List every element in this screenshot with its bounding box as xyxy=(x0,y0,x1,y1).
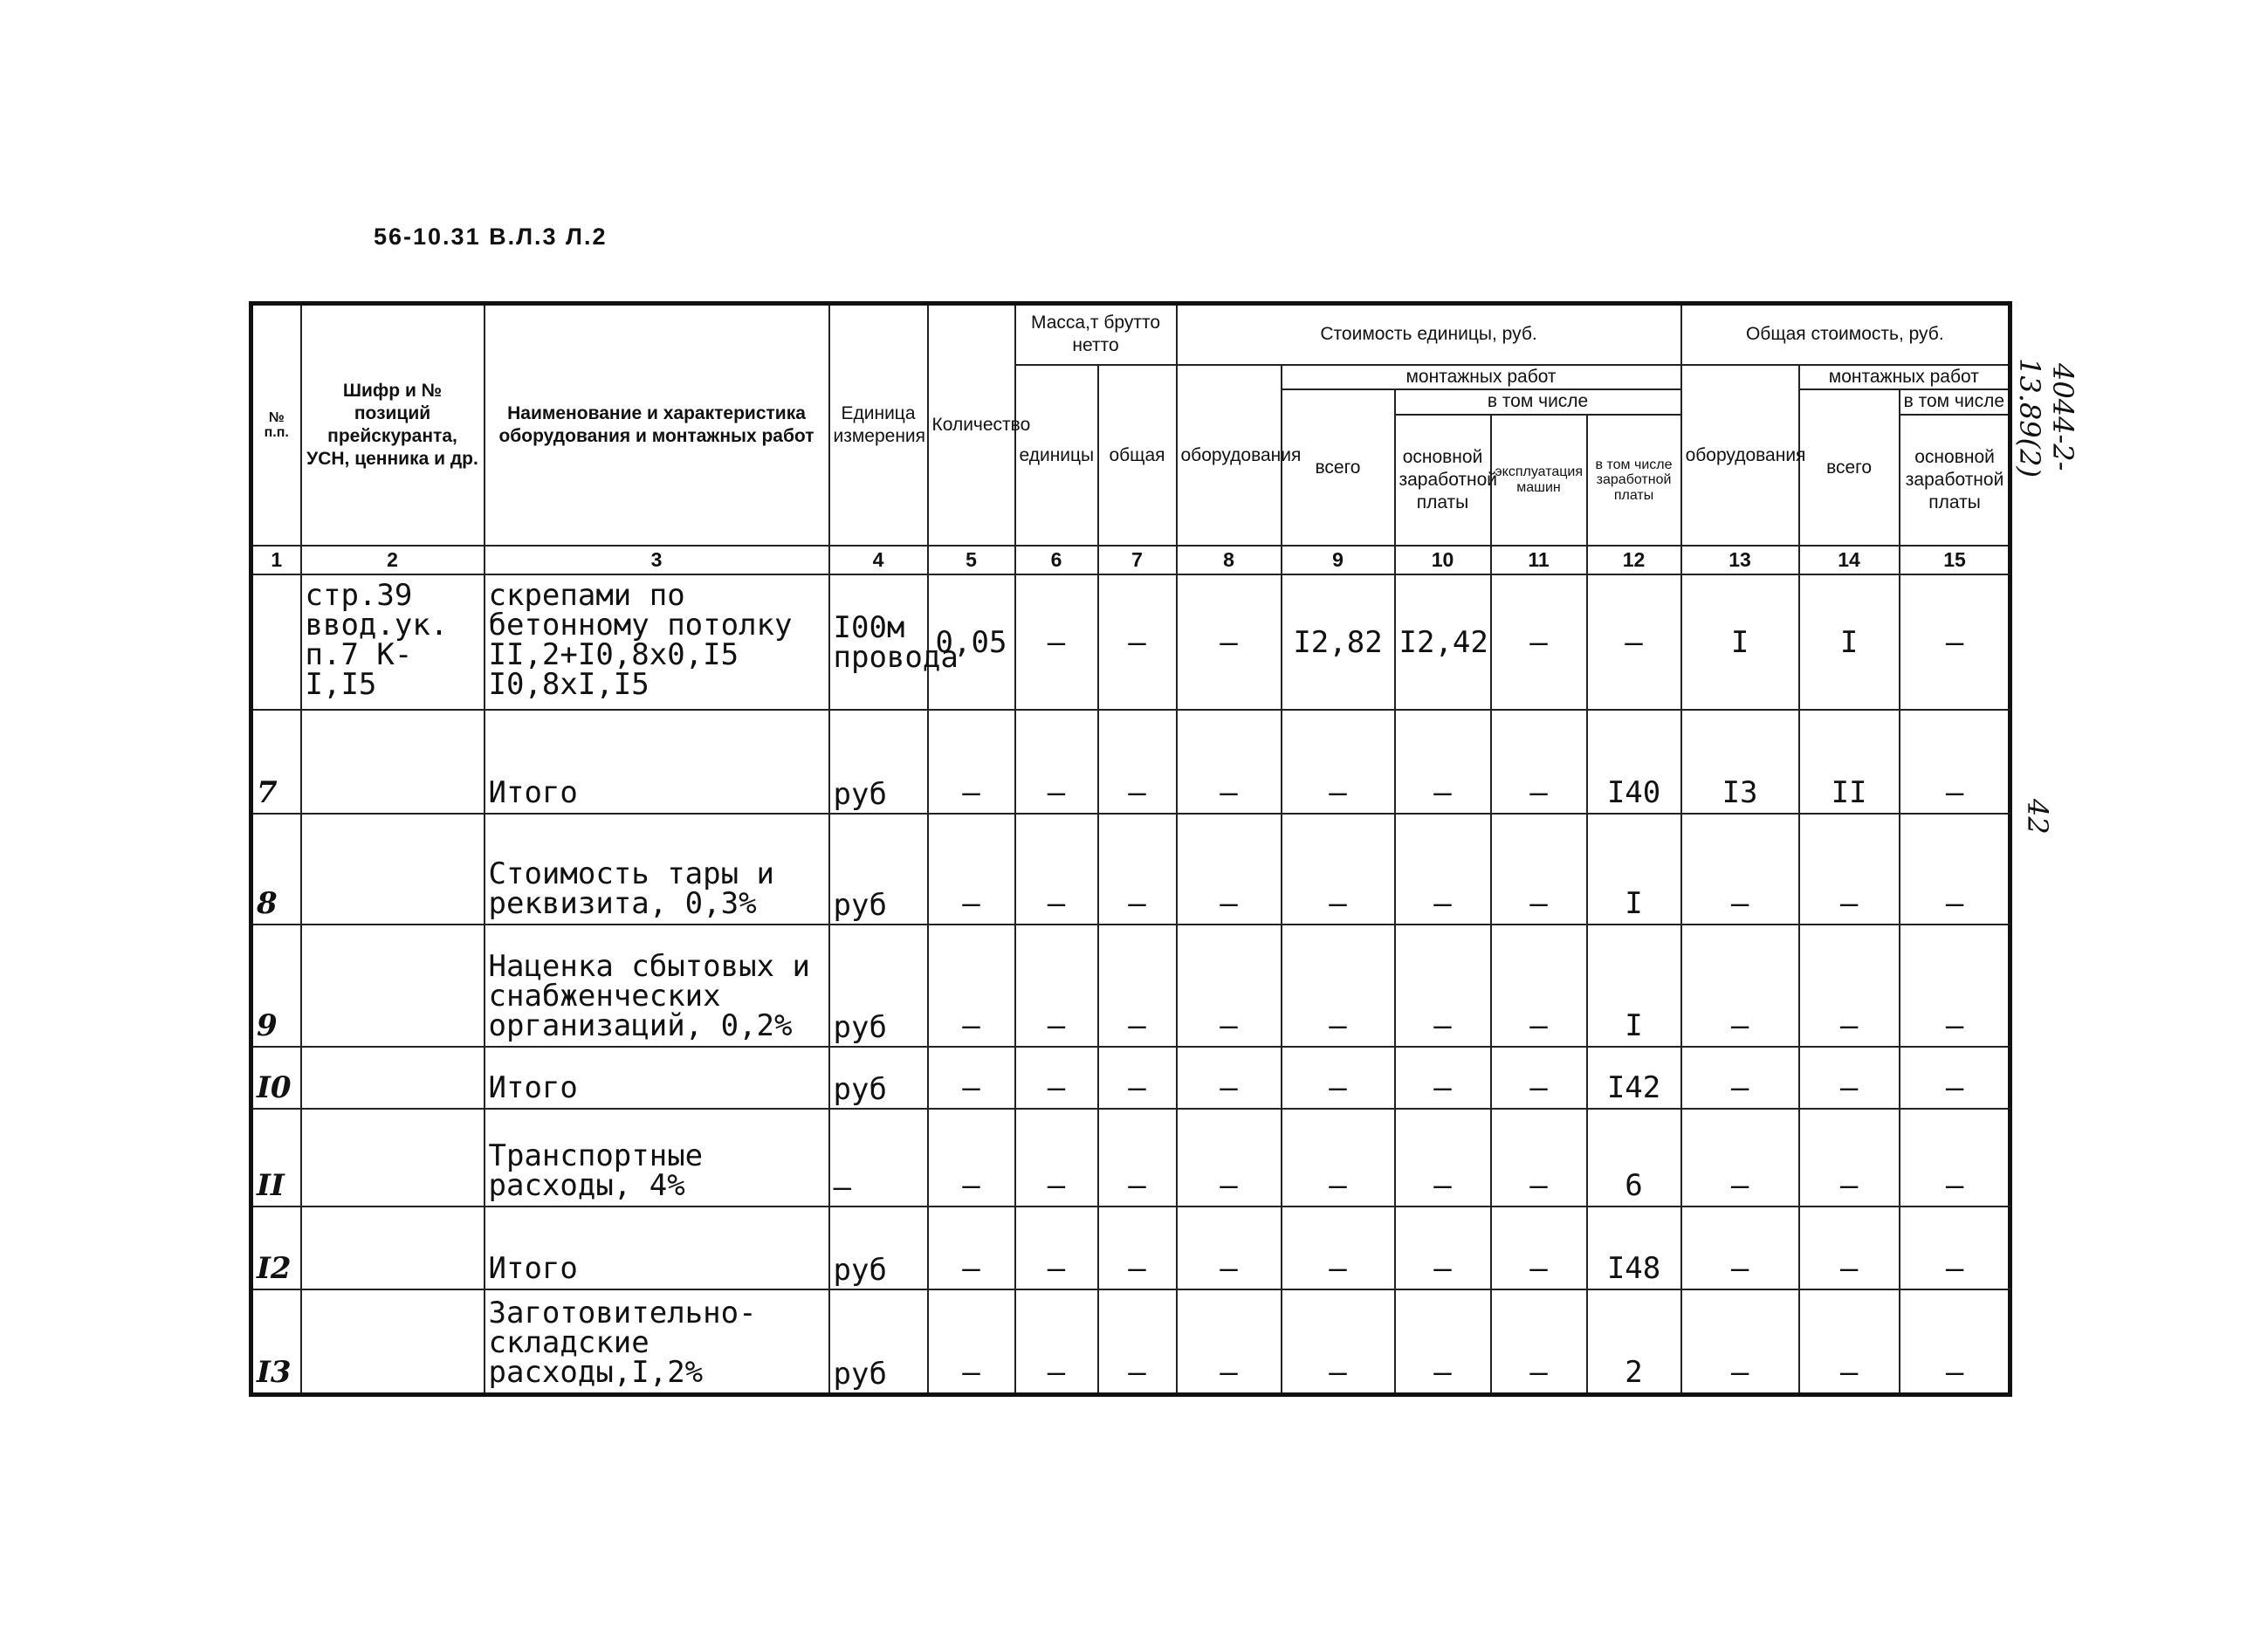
unit-cell: руб xyxy=(829,710,928,814)
value-cell-c13: – xyxy=(1681,1047,1799,1108)
value-cell-c13: I3 xyxy=(1681,710,1799,814)
value-cell-c10: – xyxy=(1395,1109,1491,1207)
header-mass-unit: единицы xyxy=(1015,365,1098,547)
value-cell-c14: – xyxy=(1799,925,1900,1048)
value-cell-c13: – xyxy=(1681,1289,1799,1395)
value-cell-c13: – xyxy=(1681,1207,1799,1289)
value-cell-c11: – xyxy=(1491,814,1587,925)
header-price-code: Шифр и № позиций прейскуранта, УСН, ценника и др. xyxy=(301,304,485,547)
value-cell-c5: – xyxy=(928,710,1015,814)
column-number: 9 xyxy=(1282,546,1395,574)
value-cell-c11: – xyxy=(1491,1047,1587,1108)
value-cell-c10: – xyxy=(1395,925,1491,1048)
unit-cell: руб xyxy=(829,1047,928,1108)
value-cell-c12: I xyxy=(1587,925,1681,1048)
value-cell-c5: – xyxy=(928,925,1015,1048)
value-cell-c7: – xyxy=(1098,1047,1177,1108)
value-cell-c12: – xyxy=(1587,574,1681,711)
column-number: 2 xyxy=(301,546,485,574)
row-number: II xyxy=(251,1109,301,1207)
price-code-cell xyxy=(301,925,485,1048)
value-cell-c6: – xyxy=(1015,814,1098,925)
header-mass-total: общая xyxy=(1098,365,1177,547)
column-number: 5 xyxy=(928,546,1015,574)
value-cell-c15: – xyxy=(1900,574,2010,711)
header-total-cost: Общая стоимость, руб. xyxy=(1681,304,2010,365)
page-number: 42 xyxy=(2021,799,2054,835)
column-number: 6 xyxy=(1015,546,1098,574)
column-number: 4 xyxy=(829,546,928,574)
value-cell-c12: I48 xyxy=(1587,1207,1681,1289)
item-name-cell: Итого xyxy=(485,1047,829,1108)
price-code-cell xyxy=(301,1289,485,1395)
value-cell-c11: – xyxy=(1491,574,1587,711)
column-number: 3 xyxy=(485,546,829,574)
unit-cell: руб xyxy=(829,925,928,1048)
price-code-cell xyxy=(301,1047,485,1108)
value-cell-c5: – xyxy=(928,814,1015,925)
value-cell-c5: 0,05 xyxy=(928,574,1015,711)
item-name-cell: Итого xyxy=(485,1207,829,1289)
value-cell-c8: – xyxy=(1177,1109,1282,1207)
column-number-row xyxy=(251,546,2010,574)
value-cell-c5: – xyxy=(928,1047,1015,1108)
value-cell-c12: I42 xyxy=(1587,1047,1681,1108)
header-unit-basic-wage: основной заработной платы xyxy=(1395,415,1491,547)
value-cell-c12: 6 xyxy=(1587,1109,1681,1207)
header-total-incl: в том числе xyxy=(1900,389,2010,414)
header-unit-machine-wage: в том числе заработной платы xyxy=(1587,415,1681,547)
value-cell-c7: – xyxy=(1098,1207,1177,1289)
header-item-name: Наименование и характеристика оборудования и монтажных работ xyxy=(485,304,829,547)
item-name-cell: Наценка сбытовых и снабженческих организаций, 0,2% xyxy=(485,925,829,1048)
value-cell-c5: – xyxy=(928,1207,1015,1289)
value-cell-c11: – xyxy=(1491,1289,1587,1395)
header-unit-machine-op: эксплуатация машин xyxy=(1491,415,1587,547)
row-number: I3 xyxy=(251,1289,301,1395)
value-cell-c9: – xyxy=(1282,710,1395,814)
value-cell-c8: – xyxy=(1177,574,1282,711)
unit-cell: I00м провода xyxy=(829,574,928,711)
value-cell-c9: – xyxy=(1282,1289,1395,1395)
row-number: I0 xyxy=(251,1047,301,1108)
value-cell-c7: – xyxy=(1098,710,1177,814)
value-cell-c11: – xyxy=(1491,925,1587,1048)
header-unit: Единица измерения xyxy=(829,304,928,547)
value-cell-c7: – xyxy=(1098,1289,1177,1395)
value-cell-c6: – xyxy=(1015,1109,1098,1207)
table-row xyxy=(251,1047,2010,1108)
value-cell-c9: – xyxy=(1282,1109,1395,1207)
value-cell-c10: – xyxy=(1395,1207,1491,1289)
header-total-install-total: всего xyxy=(1799,389,1900,546)
column-number: 15 xyxy=(1900,546,2010,574)
value-cell-c14: II xyxy=(1799,710,1900,814)
value-cell-c10: – xyxy=(1395,710,1491,814)
value-cell-c7: – xyxy=(1098,814,1177,925)
item-name-cell: скрепами по бетонному потолку II,2+I0,8х0,I5 I0,8хI,I5 xyxy=(485,574,829,711)
value-cell-c13: – xyxy=(1681,1109,1799,1207)
value-cell-c14: – xyxy=(1799,814,1900,925)
value-cell-c15: – xyxy=(1900,1109,2010,1207)
price-code-cell: стр.39 ввод.ук. п.7 К-I,I5 xyxy=(301,574,485,711)
unit-cell: руб xyxy=(829,814,928,925)
value-cell-c12: 2 xyxy=(1587,1289,1681,1395)
column-number: 7 xyxy=(1098,546,1177,574)
document-code: 56-10.31 В.Л.3 Л.2 xyxy=(374,223,608,250)
value-cell-c14: I xyxy=(1799,574,1900,711)
column-number: 1 xyxy=(251,546,301,574)
column-number: 11 xyxy=(1491,546,1587,574)
header-total-install: монтажных работ xyxy=(1799,365,2010,389)
table-row xyxy=(251,574,2010,711)
header-unit-cost: Стоимость единицы, руб. xyxy=(1177,304,1681,365)
value-cell-c13: – xyxy=(1681,925,1799,1048)
row-number xyxy=(251,574,301,711)
value-cell-c5: – xyxy=(928,1289,1015,1395)
value-cell-c8: – xyxy=(1177,1289,1282,1395)
value-cell-c11: – xyxy=(1491,1109,1587,1207)
table-row xyxy=(251,1109,2010,1207)
value-cell-c14: – xyxy=(1799,1207,1900,1289)
value-cell-c7: – xyxy=(1098,925,1177,1048)
value-cell-c10: – xyxy=(1395,814,1491,925)
column-number: 13 xyxy=(1681,546,1799,574)
value-cell-c6: – xyxy=(1015,1047,1098,1108)
value-cell-c15: – xyxy=(1900,710,2010,814)
value-cell-c5: – xyxy=(928,1109,1015,1207)
item-name-cell: Заготовительно-складские расходы,I,2% xyxy=(485,1289,829,1395)
value-cell-c14: – xyxy=(1799,1109,1900,1207)
value-cell-c10: – xyxy=(1395,1047,1491,1108)
row-number: 7 xyxy=(251,710,301,814)
value-cell-c8: – xyxy=(1177,1047,1282,1108)
value-cell-c6: – xyxy=(1015,710,1098,814)
row-number: I2 xyxy=(251,1207,301,1289)
value-cell-c15: – xyxy=(1900,1207,2010,1289)
table-row xyxy=(251,925,2010,1048)
table-row xyxy=(251,1289,2010,1395)
value-cell-c10: I2,42 xyxy=(1395,574,1491,711)
column-number: 12 xyxy=(1587,546,1681,574)
item-name-cell: Итого xyxy=(485,710,829,814)
value-cell-c9: I2,82 xyxy=(1282,574,1395,711)
value-cell-c7: – xyxy=(1098,1109,1177,1207)
price-code-cell xyxy=(301,1207,485,1289)
value-cell-c8: – xyxy=(1177,1207,1282,1289)
value-cell-c15: – xyxy=(1900,814,2010,925)
column-number: 10 xyxy=(1395,546,1491,574)
header-total-basic-wage: основной заработной платы xyxy=(1900,415,2010,547)
header-unit-incl: в том числе xyxy=(1395,389,1681,414)
value-cell-c15: – xyxy=(1900,1047,2010,1108)
price-code-cell xyxy=(301,1109,485,1207)
value-cell-c6: – xyxy=(1015,574,1098,711)
header-quantity: Количество xyxy=(928,304,1015,547)
header-unit-install: монтажных работ xyxy=(1282,365,1681,389)
value-cell-c11: – xyxy=(1491,710,1587,814)
unit-cell: руб xyxy=(829,1289,928,1395)
table-row xyxy=(251,710,2010,814)
value-cell-c14: – xyxy=(1799,1047,1900,1108)
item-name-cell: Транспортные расходы, 4% xyxy=(485,1109,829,1207)
value-cell-c6: – xyxy=(1015,1207,1098,1289)
column-number: 8 xyxy=(1177,546,1282,574)
column-number: 14 xyxy=(1799,546,1900,574)
value-cell-c13: – xyxy=(1681,814,1799,925)
header-mass: Масса,т брутто нетто xyxy=(1015,304,1177,365)
value-cell-c9: – xyxy=(1282,1047,1395,1108)
value-cell-c12: I40 xyxy=(1587,710,1681,814)
value-cell-c9: – xyxy=(1282,925,1395,1048)
unit-cell: руб xyxy=(829,1207,928,1289)
row-number: 8 xyxy=(251,814,301,925)
item-name-cell: Стоимость тары и реквизита, 0,3% xyxy=(485,814,829,925)
value-cell-c6: – xyxy=(1015,1289,1098,1395)
side-handwritten-code: 4044-2-13.89(2) xyxy=(2013,357,2079,478)
value-cell-c11: – xyxy=(1491,1207,1587,1289)
value-cell-c9: – xyxy=(1282,814,1395,925)
table-header xyxy=(251,304,2010,547)
value-cell-c7: – xyxy=(1098,574,1177,711)
price-code-cell xyxy=(301,814,485,925)
table-row xyxy=(251,814,2010,925)
header-unit-equipment: оборудования xyxy=(1177,365,1282,547)
value-cell-c15: – xyxy=(1900,925,2010,1048)
value-cell-c8: – xyxy=(1177,925,1282,1048)
price-code-cell xyxy=(301,710,485,814)
value-cell-c9: – xyxy=(1282,1207,1395,1289)
value-cell-c13: I xyxy=(1681,574,1799,711)
unit-cell: – xyxy=(829,1109,928,1207)
table-row xyxy=(251,1207,2010,1289)
estimate-table xyxy=(249,301,2012,1397)
header-unit-install-total: всего xyxy=(1282,389,1395,546)
value-cell-c14: – xyxy=(1799,1289,1900,1395)
table-body xyxy=(251,574,2010,1395)
header-row-number: № п.п. xyxy=(251,304,301,547)
header-total-equipment: оборудования xyxy=(1681,365,1799,547)
value-cell-c12: I xyxy=(1587,814,1681,925)
value-cell-c6: – xyxy=(1015,925,1098,1048)
value-cell-c15: – xyxy=(1900,1289,2010,1395)
value-cell-c8: – xyxy=(1177,814,1282,925)
value-cell-c10: – xyxy=(1395,1289,1491,1395)
value-cell-c8: – xyxy=(1177,710,1282,814)
row-number: 9 xyxy=(251,925,301,1048)
